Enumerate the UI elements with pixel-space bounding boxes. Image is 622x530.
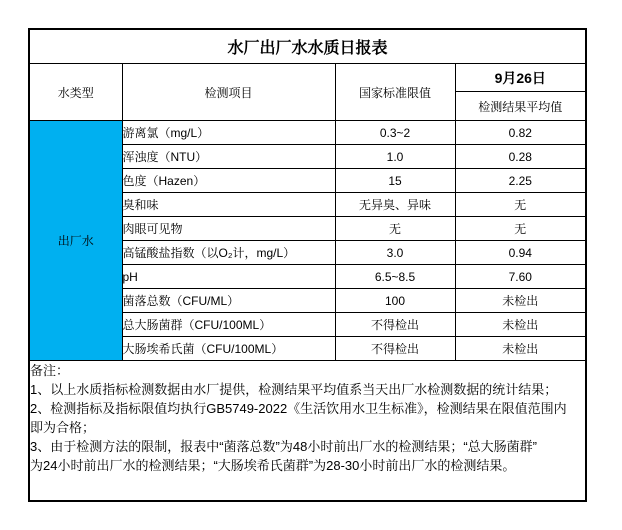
limit-cell: 不得检出 bbox=[335, 313, 455, 337]
table-row bbox=[29, 121, 586, 145]
page-title: 水厂出厂水水质日报表 bbox=[29, 29, 586, 64]
note-line: 3、由于检测方法的限制，报表中“菌落总数”为48小时前出厂水的检测结果；“总大肠菌群” bbox=[30, 439, 538, 454]
result-cell: 未检出 bbox=[455, 289, 586, 313]
result-cell: 未检出 bbox=[455, 337, 586, 361]
item-cell: 大肠埃希氏菌（CFU/100ML） bbox=[122, 337, 335, 361]
item-cell: pH bbox=[122, 265, 335, 289]
item-cell: 臭和味 bbox=[122, 193, 335, 217]
header-date: 9月26日 bbox=[455, 64, 586, 92]
header-result-avg: 检测结果平均值 bbox=[455, 92, 586, 121]
result-cell: 2.25 bbox=[455, 169, 586, 193]
limit-cell: 无 bbox=[335, 217, 455, 241]
report-page bbox=[28, 28, 587, 502]
limit-cell: 无异臭、异味 bbox=[335, 193, 455, 217]
header-standard-limit: 国家标准限值 bbox=[335, 64, 455, 121]
note-line: 2、检测指标及指标限值均执行GB5749-2022《生活饮用水卫生标准》，检测结果在限值范围内 bbox=[30, 401, 567, 416]
water-type-cell: 出厂水 bbox=[29, 121, 122, 361]
limit-cell: 6.5~8.5 bbox=[335, 265, 455, 289]
item-cell: 高锰酸盐指数（以O₂计，mg/L） bbox=[122, 241, 335, 265]
header-water-type: 水类型 bbox=[29, 64, 122, 121]
limit-cell: 0.3~2 bbox=[335, 121, 455, 145]
limit-cell: 不得检出 bbox=[335, 337, 455, 361]
item-cell: 浑浊度（NTU） bbox=[122, 145, 335, 169]
item-cell: 游离氯（mg/L） bbox=[122, 121, 335, 145]
result-cell: 0.28 bbox=[455, 145, 586, 169]
note-line: 为24小时前出厂水的检测结果；“大肠埃希氏菌群”为28-30小时前出厂水的检测结果。 bbox=[30, 458, 516, 473]
item-cell: 肉眼可见物 bbox=[122, 217, 335, 241]
result-cell: 无 bbox=[455, 217, 586, 241]
limit-cell: 1.0 bbox=[335, 145, 455, 169]
limit-cell: 15 bbox=[335, 169, 455, 193]
limit-cell: 3.0 bbox=[335, 241, 455, 265]
item-cell: 菌落总数（CFU/ML） bbox=[122, 289, 335, 313]
header-test-item: 检测项目 bbox=[122, 64, 335, 121]
note-line: 1、以上水质指标检测数据由水厂提供，检测结果平均值系当天出厂水检测数据的统计结果； bbox=[30, 382, 558, 397]
result-cell: 无 bbox=[455, 193, 586, 217]
water-quality-report-table bbox=[28, 28, 587, 502]
limit-cell: 100 bbox=[335, 289, 455, 313]
note-heading: 备注： bbox=[30, 363, 70, 378]
notes-row bbox=[29, 361, 586, 502]
note-line: 即为合格； bbox=[30, 420, 96, 435]
title-row bbox=[29, 29, 586, 64]
item-cell: 总大肠菌群（CFU/100ML） bbox=[122, 313, 335, 337]
result-cell: 0.82 bbox=[455, 121, 586, 145]
notes-cell bbox=[29, 361, 586, 502]
result-cell: 未检出 bbox=[455, 313, 586, 337]
item-cell: 色度（Hazen） bbox=[122, 169, 335, 193]
result-cell: 7.60 bbox=[455, 265, 586, 289]
header-row bbox=[29, 64, 586, 92]
result-cell: 0.94 bbox=[455, 241, 586, 265]
